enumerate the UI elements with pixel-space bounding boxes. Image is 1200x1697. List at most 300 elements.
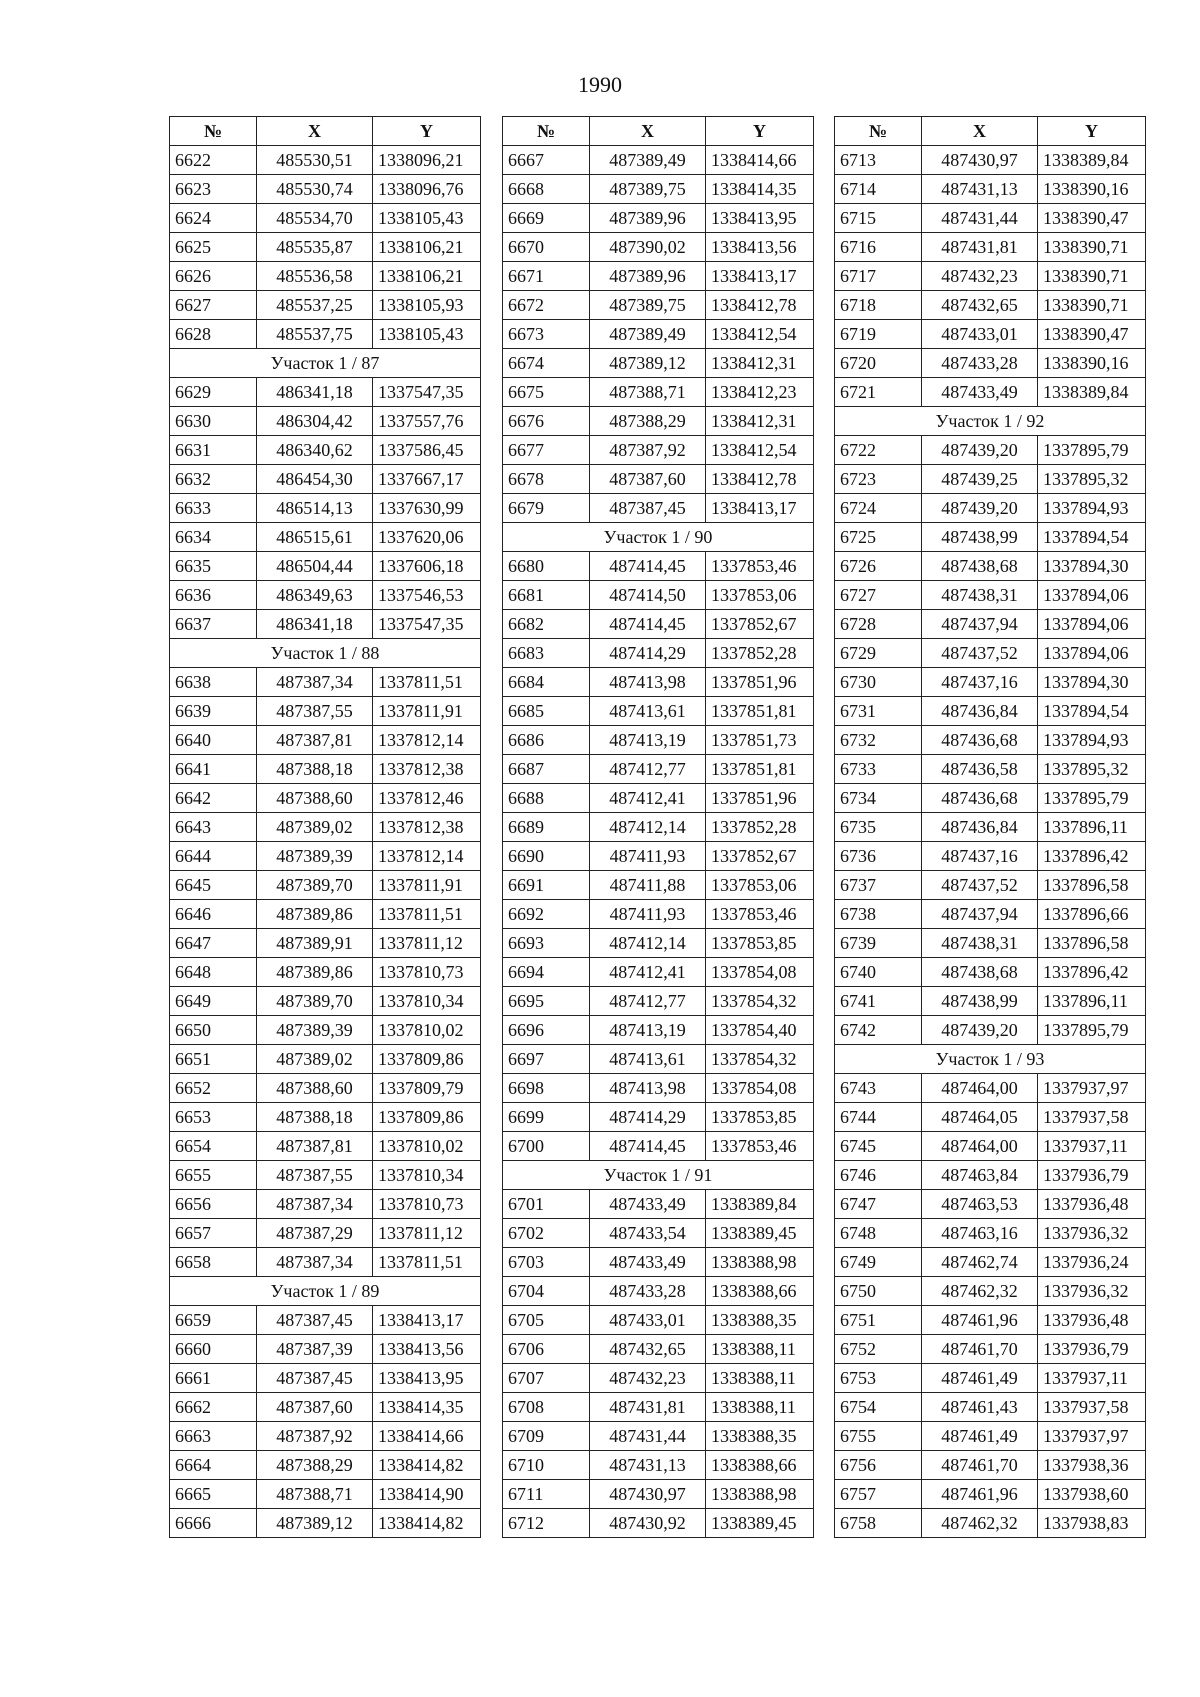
y-coordinate-cell: 1338412,54: [706, 320, 814, 349]
y-coordinate-cell: 1338388,35: [706, 1306, 814, 1335]
x-coordinate-cell: 487433,28: [922, 349, 1038, 378]
y-coordinate-cell: 1337812,46: [373, 784, 481, 813]
table-row: [503, 494, 814, 523]
point-number-cell: 6747: [835, 1190, 922, 1219]
x-coordinate-cell: 486340,62: [257, 436, 373, 465]
table-row: [170, 1074, 481, 1103]
x-coordinate-cell: 487438,99: [922, 987, 1038, 1016]
table-row: [170, 668, 481, 697]
point-number-cell: 6623: [170, 175, 257, 204]
x-coordinate-cell: 487438,68: [922, 958, 1038, 987]
x-coordinate-cell: 487387,34: [257, 668, 373, 697]
x-coordinate-cell: 487413,98: [590, 668, 706, 697]
table-row: [835, 1074, 1146, 1103]
point-number-cell: 6629: [170, 378, 257, 407]
y-coordinate-cell: 1337936,48: [1038, 1190, 1146, 1219]
table-row: [170, 755, 481, 784]
x-coordinate-cell: 487461,96: [922, 1480, 1038, 1509]
x-coordinate-cell: 487437,52: [922, 871, 1038, 900]
table-row: [835, 1016, 1146, 1045]
table-row: [170, 1422, 481, 1451]
y-coordinate-cell: 1337811,12: [373, 1219, 481, 1248]
table-row: [835, 1422, 1146, 1451]
table-row: [170, 958, 481, 987]
table-row: [170, 1103, 481, 1132]
table-row: [503, 842, 814, 871]
y-coordinate-cell: 1337853,06: [706, 581, 814, 610]
table-row: [835, 697, 1146, 726]
y-coordinate-cell: 1337851,81: [706, 697, 814, 726]
x-coordinate-cell: 487461,49: [922, 1364, 1038, 1393]
table-row: [503, 1103, 814, 1132]
point-number-cell: 6686: [503, 726, 590, 755]
x-coordinate-cell: 487432,65: [922, 291, 1038, 320]
y-coordinate-cell: 1338389,45: [706, 1509, 814, 1538]
y-coordinate-cell: 1337936,79: [1038, 1335, 1146, 1364]
y-coordinate-cell: 1337938,36: [1038, 1451, 1146, 1480]
y-coordinate-cell: 1337811,51: [373, 900, 481, 929]
y-coordinate-cell: 1338414,66: [373, 1422, 481, 1451]
point-number-cell: 6733: [835, 755, 922, 784]
table-row: [835, 465, 1146, 494]
table-row: [835, 871, 1146, 900]
point-number-cell: 6713: [835, 146, 922, 175]
point-number-cell: 6633: [170, 494, 257, 523]
point-number-cell: 6742: [835, 1016, 922, 1045]
section-label: Участок 1 / 93: [835, 1045, 1146, 1074]
table-row: [170, 1393, 481, 1422]
y-coordinate-cell: 1338413,95: [373, 1364, 481, 1393]
x-coordinate-cell: 487461,70: [922, 1335, 1038, 1364]
x-coordinate-cell: 487387,45: [590, 494, 706, 523]
y-coordinate-cell: 1338390,47: [1038, 320, 1146, 349]
table-row: [170, 610, 481, 639]
section-label: Участок 1 / 92: [835, 407, 1146, 436]
x-coordinate-cell: 487389,75: [590, 291, 706, 320]
x-coordinate-cell: 487414,45: [590, 1132, 706, 1161]
table-row: [503, 871, 814, 900]
x-coordinate-cell: 487412,14: [590, 929, 706, 958]
table-row: [503, 552, 814, 581]
y-coordinate-cell: 1338414,35: [706, 175, 814, 204]
x-coordinate-cell: 485535,87: [257, 233, 373, 262]
y-coordinate-cell: 1337896,42: [1038, 842, 1146, 871]
table-row: [503, 1190, 814, 1219]
x-coordinate-cell: 487389,12: [590, 349, 706, 378]
point-number-cell: 6622: [170, 146, 257, 175]
point-number-cell: 6714: [835, 175, 922, 204]
point-number-cell: 6737: [835, 871, 922, 900]
point-number-cell: 6641: [170, 755, 257, 784]
x-coordinate-cell: 487413,98: [590, 1074, 706, 1103]
table-row: [503, 291, 814, 320]
y-coordinate-cell: 1337809,86: [373, 1045, 481, 1074]
table-row: [170, 1219, 481, 1248]
x-coordinate-cell: 487462,32: [922, 1277, 1038, 1306]
table-row: [170, 581, 481, 610]
y-coordinate-cell: 1337895,79: [1038, 784, 1146, 813]
x-coordinate-cell: 487413,61: [590, 697, 706, 726]
point-number-cell: 6677: [503, 436, 590, 465]
point-number-cell: 6645: [170, 871, 257, 900]
point-number-cell: 6717: [835, 262, 922, 291]
point-number-cell: 6722: [835, 436, 922, 465]
y-coordinate-cell: 1337937,11: [1038, 1364, 1146, 1393]
table-row: [170, 1248, 481, 1277]
point-number-cell: 6689: [503, 813, 590, 842]
y-coordinate-cell: 1338412,23: [706, 378, 814, 407]
y-coordinate-cell: 1338413,17: [373, 1306, 481, 1335]
point-number-cell: 6627: [170, 291, 257, 320]
table-row: [170, 784, 481, 813]
x-coordinate-cell: 487431,81: [922, 233, 1038, 262]
y-coordinate-cell: 1337936,79: [1038, 1161, 1146, 1190]
x-coordinate-cell: 487413,19: [590, 726, 706, 755]
table-row: [170, 465, 481, 494]
point-number-cell: 6676: [503, 407, 590, 436]
x-coordinate-cell: 487389,91: [257, 929, 373, 958]
point-number-cell: 6687: [503, 755, 590, 784]
table-row: [503, 755, 814, 784]
table-row: [170, 1045, 481, 1074]
table-row: [503, 1277, 814, 1306]
y-coordinate-cell: 1338414,82: [373, 1451, 481, 1480]
x-coordinate-cell: 487389,02: [257, 813, 373, 842]
table-row: [835, 233, 1146, 262]
point-number-cell: 6694: [503, 958, 590, 987]
table-row: [835, 784, 1146, 813]
table-row: [835, 1132, 1146, 1161]
y-coordinate-cell: 1337810,02: [373, 1132, 481, 1161]
point-number-cell: 6698: [503, 1074, 590, 1103]
x-coordinate-cell: 487411,93: [590, 842, 706, 871]
y-coordinate-cell: 1338413,17: [706, 494, 814, 523]
table-row: [503, 1509, 814, 1538]
y-coordinate-cell: 1337854,08: [706, 958, 814, 987]
y-coordinate-cell: 1337853,46: [706, 552, 814, 581]
x-coordinate-cell: 487433,28: [590, 1277, 706, 1306]
table-row: [503, 407, 814, 436]
point-number-cell: 6638: [170, 668, 257, 697]
point-number-cell: 6631: [170, 436, 257, 465]
x-coordinate-cell: 487436,68: [922, 726, 1038, 755]
point-number-cell: 6684: [503, 668, 590, 697]
y-coordinate-cell: 1338390,47: [1038, 204, 1146, 233]
y-coordinate-cell: 1337894,93: [1038, 726, 1146, 755]
x-coordinate-cell: 487387,92: [590, 436, 706, 465]
x-coordinate-cell: 487431,81: [590, 1393, 706, 1422]
y-coordinate-cell: 1337894,54: [1038, 523, 1146, 552]
table-row: [835, 436, 1146, 465]
y-coordinate-cell: 1338096,76: [373, 175, 481, 204]
y-coordinate-cell: 1337811,91: [373, 871, 481, 900]
x-coordinate-cell: 485530,51: [257, 146, 373, 175]
x-coordinate-cell: 487432,23: [590, 1364, 706, 1393]
point-number-cell: 6701: [503, 1190, 590, 1219]
y-coordinate-cell: 1337810,02: [373, 1016, 481, 1045]
point-number-cell: 6672: [503, 291, 590, 320]
y-coordinate-cell: 1337895,32: [1038, 755, 1146, 784]
y-coordinate-cell: 1337811,51: [373, 668, 481, 697]
table-row: [503, 610, 814, 639]
y-coordinate-cell: 1338413,17: [706, 262, 814, 291]
point-number-cell: 6744: [835, 1103, 922, 1132]
y-coordinate-cell: 1337936,48: [1038, 1306, 1146, 1335]
table-row: [835, 639, 1146, 668]
table-row: [835, 523, 1146, 552]
x-coordinate-cell: 487388,18: [257, 1103, 373, 1132]
table-row: [835, 175, 1146, 204]
x-coordinate-cell: 487389,70: [257, 871, 373, 900]
point-number-cell: 6662: [170, 1393, 257, 1422]
x-coordinate-cell: 485530,74: [257, 175, 373, 204]
x-coordinate-cell: 487463,84: [922, 1161, 1038, 1190]
x-coordinate-cell: 487439,25: [922, 465, 1038, 494]
point-number-cell: 6710: [503, 1451, 590, 1480]
point-number-cell: 6655: [170, 1161, 257, 1190]
x-coordinate-cell: 487432,65: [590, 1335, 706, 1364]
point-number-cell: 6666: [170, 1509, 257, 1538]
point-number-cell: 6663: [170, 1422, 257, 1451]
table-row: [503, 320, 814, 349]
table-row: [503, 1219, 814, 1248]
x-coordinate-cell: 486341,18: [257, 610, 373, 639]
y-coordinate-cell: 1338414,90: [373, 1480, 481, 1509]
x-coordinate-cell: 487433,01: [590, 1306, 706, 1335]
y-coordinate-cell: 1338106,21: [373, 233, 481, 262]
y-coordinate-cell: 1337894,06: [1038, 581, 1146, 610]
point-number-cell: 6743: [835, 1074, 922, 1103]
y-coordinate-cell: 1337852,28: [706, 639, 814, 668]
table-row: [503, 1364, 814, 1393]
y-coordinate-cell: 1337853,46: [706, 900, 814, 929]
table-row: [835, 900, 1146, 929]
x-coordinate-cell: 487431,13: [590, 1451, 706, 1480]
x-coordinate-cell: 487461,70: [922, 1451, 1038, 1480]
point-number-cell: 6635: [170, 552, 257, 581]
y-coordinate-cell: 1337896,66: [1038, 900, 1146, 929]
x-coordinate-cell: 487464,00: [922, 1074, 1038, 1103]
table-row: [835, 1393, 1146, 1422]
y-coordinate-cell: 1338389,84: [1038, 378, 1146, 407]
table-row: [170, 233, 481, 262]
y-coordinate-cell: 1337896,58: [1038, 871, 1146, 900]
table-row: [835, 958, 1146, 987]
point-number-cell: 6727: [835, 581, 922, 610]
x-coordinate-cell: 486304,42: [257, 407, 373, 436]
table-row: [503, 175, 814, 204]
point-number-cell: 6731: [835, 697, 922, 726]
x-coordinate-cell: 487412,14: [590, 813, 706, 842]
table-row: [170, 697, 481, 726]
y-coordinate-cell: 1337894,30: [1038, 552, 1146, 581]
point-number-cell: 6661: [170, 1364, 257, 1393]
point-number-cell: 6668: [503, 175, 590, 204]
table-row: [170, 146, 481, 175]
x-coordinate-cell: 487436,84: [922, 697, 1038, 726]
y-coordinate-cell: 1337586,45: [373, 436, 481, 465]
point-number-cell: 6704: [503, 1277, 590, 1306]
table-row: [503, 1248, 814, 1277]
y-coordinate-cell: 1338388,98: [706, 1248, 814, 1277]
x-coordinate-cell: 487387,81: [257, 726, 373, 755]
y-coordinate-cell: 1338388,11: [706, 1364, 814, 1393]
table-row: [170, 813, 481, 842]
table-row: [835, 1277, 1146, 1306]
x-coordinate-cell: 486454,30: [257, 465, 373, 494]
x-coordinate-cell: 487436,68: [922, 784, 1038, 813]
y-coordinate-cell: 1337812,38: [373, 755, 481, 784]
table-row: [835, 1306, 1146, 1335]
table-row: [170, 726, 481, 755]
point-number-cell: 6700: [503, 1132, 590, 1161]
y-coordinate-cell: 1337894,30: [1038, 668, 1146, 697]
x-coordinate-cell: 487437,94: [922, 610, 1038, 639]
x-coordinate-cell: 487388,60: [257, 1074, 373, 1103]
table-row: [835, 842, 1146, 871]
y-coordinate-cell: 1337809,79: [373, 1074, 481, 1103]
point-number-cell: 6740: [835, 958, 922, 987]
y-coordinate-cell: 1337853,85: [706, 929, 814, 958]
y-coordinate-cell: 1338413,56: [373, 1335, 481, 1364]
x-coordinate-cell: 487462,74: [922, 1248, 1038, 1277]
x-coordinate-cell: 487436,84: [922, 813, 1038, 842]
point-number-cell: 6643: [170, 813, 257, 842]
table-row: [170, 1509, 481, 1538]
point-number-cell: 6745: [835, 1132, 922, 1161]
x-coordinate-cell: 486349,63: [257, 581, 373, 610]
table-row: [170, 929, 481, 958]
y-coordinate-cell: 1338390,71: [1038, 233, 1146, 262]
x-coordinate-cell: 487439,20: [922, 494, 1038, 523]
y-coordinate-cell: 1337937,58: [1038, 1393, 1146, 1422]
point-number-cell: 6711: [503, 1480, 590, 1509]
point-number-cell: 6654: [170, 1132, 257, 1161]
x-coordinate-cell: 486515,61: [257, 523, 373, 552]
table-row: [170, 378, 481, 407]
table-row: [503, 204, 814, 233]
point-number-cell: 6735: [835, 813, 922, 842]
table-row: [835, 726, 1146, 755]
x-coordinate-cell: 487461,96: [922, 1306, 1038, 1335]
point-number-cell: 6729: [835, 639, 922, 668]
point-number-cell: 6644: [170, 842, 257, 871]
y-coordinate-cell: 1338389,84: [1038, 146, 1146, 175]
table-row: [503, 668, 814, 697]
y-coordinate-cell: 1338414,66: [706, 146, 814, 175]
y-coordinate-cell: 1337810,34: [373, 987, 481, 1016]
x-coordinate-cell: 487389,75: [590, 175, 706, 204]
x-coordinate-cell: 487389,70: [257, 987, 373, 1016]
point-number-cell: 6752: [835, 1335, 922, 1364]
table-row: [835, 552, 1146, 581]
y-coordinate-cell: 1338390,71: [1038, 291, 1146, 320]
y-coordinate-cell: 1337851,73: [706, 726, 814, 755]
x-coordinate-cell: 487437,94: [922, 900, 1038, 929]
x-coordinate-cell: 487412,41: [590, 958, 706, 987]
table-row: [835, 581, 1146, 610]
y-coordinate-cell: 1337852,67: [706, 842, 814, 871]
point-number-cell: 6658: [170, 1248, 257, 1277]
x-coordinate-cell: 487433,54: [590, 1219, 706, 1248]
x-coordinate-cell: 487414,29: [590, 639, 706, 668]
table-row: [503, 1480, 814, 1509]
x-coordinate-cell: 487411,93: [590, 900, 706, 929]
table-row: [835, 755, 1146, 784]
x-coordinate-cell: 487387,39: [257, 1335, 373, 1364]
table-row: [835, 1219, 1146, 1248]
x-coordinate-cell: 487461,49: [922, 1422, 1038, 1451]
header-number: №: [835, 117, 922, 146]
y-coordinate-cell: 1338388,66: [706, 1277, 814, 1306]
table-row: [503, 436, 814, 465]
point-number-cell: 6660: [170, 1335, 257, 1364]
y-coordinate-cell: 1337667,17: [373, 465, 481, 494]
x-coordinate-cell: 487431,13: [922, 175, 1038, 204]
header-x: X: [590, 117, 706, 146]
point-number-cell: 6755: [835, 1422, 922, 1451]
point-number-cell: 6703: [503, 1248, 590, 1277]
table-row: [170, 262, 481, 291]
x-coordinate-cell: 487439,20: [922, 1016, 1038, 1045]
section-row: [503, 523, 814, 552]
y-coordinate-cell: 1338389,84: [706, 1190, 814, 1219]
point-number-cell: 6682: [503, 610, 590, 639]
table-row: [170, 842, 481, 871]
x-coordinate-cell: 487389,12: [257, 1509, 373, 1538]
y-coordinate-cell: 1337895,79: [1038, 1016, 1146, 1045]
table-row: [503, 581, 814, 610]
point-number-cell: 6756: [835, 1451, 922, 1480]
x-coordinate-cell: 487464,05: [922, 1103, 1038, 1132]
point-number-cell: 6642: [170, 784, 257, 813]
table-row: [503, 233, 814, 262]
point-number-cell: 6741: [835, 987, 922, 1016]
point-number-cell: 6695: [503, 987, 590, 1016]
y-coordinate-cell: 1338413,95: [706, 204, 814, 233]
table-row: [503, 1132, 814, 1161]
y-coordinate-cell: 1337810,73: [373, 958, 481, 987]
coordinates-table-3: [834, 116, 1146, 1538]
point-number-cell: 6664: [170, 1451, 257, 1480]
y-coordinate-cell: 1337894,54: [1038, 697, 1146, 726]
y-coordinate-cell: 1338096,21: [373, 146, 481, 175]
table-row: [170, 987, 481, 1016]
point-number-cell: 6673: [503, 320, 590, 349]
table-row: [835, 204, 1146, 233]
point-number-cell: 6757: [835, 1480, 922, 1509]
x-coordinate-cell: 487413,19: [590, 1016, 706, 1045]
point-number-cell: 6653: [170, 1103, 257, 1132]
x-coordinate-cell: 487433,01: [922, 320, 1038, 349]
section-label: Участок 1 / 88: [170, 639, 481, 668]
x-coordinate-cell: 487462,32: [922, 1509, 1038, 1538]
x-coordinate-cell: 487412,77: [590, 987, 706, 1016]
x-coordinate-cell: 487431,44: [922, 204, 1038, 233]
y-coordinate-cell: 1337854,32: [706, 987, 814, 1016]
y-coordinate-cell: 1338390,16: [1038, 349, 1146, 378]
y-coordinate-cell: 1337853,85: [706, 1103, 814, 1132]
point-number-cell: 6639: [170, 697, 257, 726]
table-row: [835, 1161, 1146, 1190]
y-coordinate-cell: 1337812,14: [373, 726, 481, 755]
table-row: [170, 1306, 481, 1335]
y-coordinate-cell: 1337896,11: [1038, 813, 1146, 842]
table-row: [170, 204, 481, 233]
y-coordinate-cell: 1338412,54: [706, 436, 814, 465]
x-coordinate-cell: 485536,58: [257, 262, 373, 291]
x-coordinate-cell: 487464,00: [922, 1132, 1038, 1161]
